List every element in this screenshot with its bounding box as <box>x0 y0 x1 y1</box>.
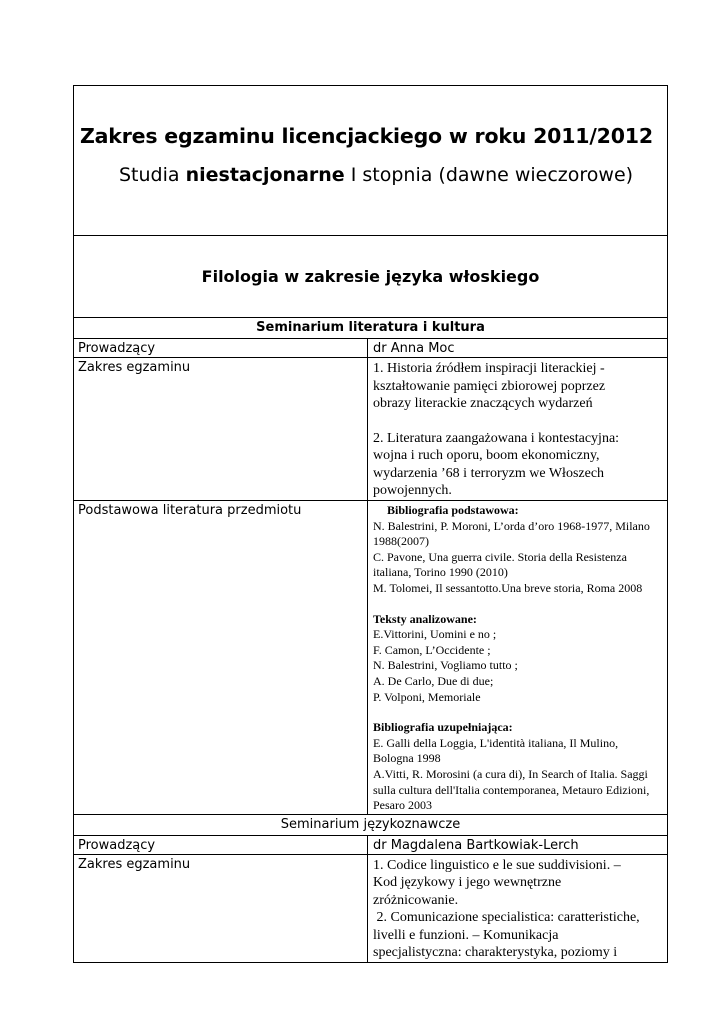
subtitle-prefix: Studia <box>119 164 180 186</box>
text-item: P. Volponi, Memoriale <box>373 689 481 704</box>
seminar1-literature-label: Podstawowa literatura przedmiotu <box>74 501 368 815</box>
text-item: F. Camon, L’Occidente ; <box>373 642 491 657</box>
seminar2-teacher-label: Prowadzący <box>74 835 368 854</box>
bib-basic-item: M. Tolomei, Il sessantotto.Una breve storia, Roma 2008 <box>373 580 643 595</box>
document-page <box>73 85 667 963</box>
subtitle-bold: niestacjonarne <box>185 164 345 186</box>
seminar2-heading: Seminarium językoznawcze <box>74 814 668 835</box>
bib-basic-item: C. Pavone, Una guerra civile. Storia della Resistenza <box>373 549 627 564</box>
field-title: Filologia w zakresie języka włoskiego <box>201 267 540 286</box>
seminar1-scope-p1: 1. Historia źródłem inspiracji literackiej - kształtowanie pamięci zbiorowej poprzez obrazy literackie znaczących wydarzeń <box>373 361 606 411</box>
seminar1-teacher-label: Prowadzący <box>74 339 368 358</box>
seminar1-scope <box>368 358 668 501</box>
bib-extra-item: Pesaro 2003 <box>373 798 432 813</box>
seminar1-literature <box>368 501 668 815</box>
bib-extra-item: Bologna 1998 <box>373 751 441 766</box>
seminar1-scope-p2: 2. Literatura zaangażowana i kontestacyjna: wojna i ruch oporu, boom ekonomiczny, wydarzenia ’68 i terroryzm we Włoszech powojennych. <box>373 430 620 498</box>
bib-extra-item: sulla cultura dell'Italia contemporanea, Metauro Edizioni, <box>373 782 650 797</box>
bib-basic-heading: Bibliografia podstawowa: <box>387 503 519 517</box>
field-cell <box>74 236 668 318</box>
texts-heading: Teksty analizowane: <box>373 611 477 626</box>
title-cell <box>74 86 668 236</box>
seminar1-teacher: dr Anna Moc <box>368 339 668 358</box>
seminar1-scope-label: Zakres egzaminu <box>74 358 368 501</box>
page-subtitle <box>119 164 667 186</box>
seminar2-scope: 1. Codice linguistico e le sue suddivisioni. – Kod językowy i jego wewnętrzne zróżnicowanie. 2. Comunicazione specialistica: caratteristiche, livelli e funzioni. – Komunikacja specjalistyczna: charakterystyka, poziomy i <box>368 854 668 962</box>
text-item: A. De Carlo, Due di due; <box>373 673 494 688</box>
bib-basic-item: N. Balestrini, P. Moroni, L’orda d’oro 1968-1977, Milano <box>373 518 650 533</box>
seminar2-scope-label: Zakres egzaminu <box>74 854 368 962</box>
bib-extra-item: A.Vitti, R. Morosini (a cura di), In Search of Italia. Saggi <box>373 766 648 781</box>
exam-table <box>73 85 668 963</box>
bib-extra-item: E. Galli della Loggia, L'identità italiana, Il Mulino, <box>373 735 619 750</box>
subtitle-suffix: I stopnia (dawne wieczorowe) <box>350 164 634 186</box>
bib-extra-heading: Bibliografia uzupełniająca: <box>373 720 513 735</box>
seminar1-heading: Seminarium literatura i kultura <box>74 318 668 339</box>
seminar2-teacher: dr Magdalena Bartkowiak-Lerch <box>368 835 668 854</box>
text-item: N. Balestrini, Vogliamo tutto ; <box>373 658 518 673</box>
bib-basic-item: 1988(2007) <box>373 534 429 549</box>
page-title: Zakres egzaminu licencjackiego w roku 2011/2012 <box>80 124 653 148</box>
bib-basic-item: italiana, Torino 1990 (2010) <box>373 565 508 580</box>
text-item: E.Vittorini, Uomini e no ; <box>373 627 497 642</box>
